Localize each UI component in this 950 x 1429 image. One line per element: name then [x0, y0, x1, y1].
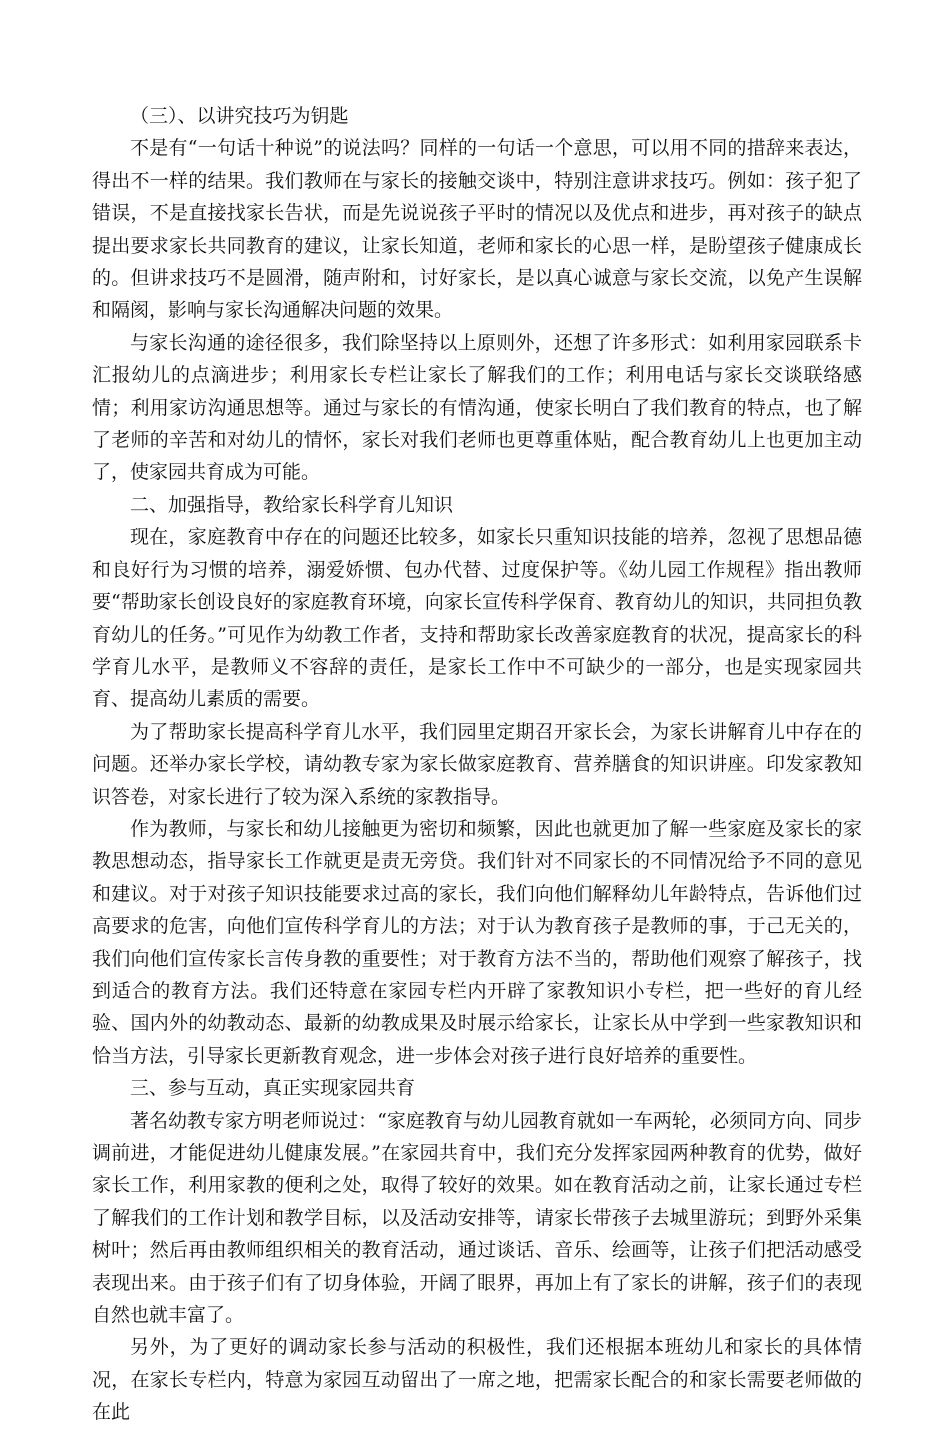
document-body — [92, 100, 862, 1429]
paragraph: 为了帮助家长提高科学育儿水平，我们园里定期召开家长会，为家长讲解育儿中存在的问题。还举办家长学校，请幼教专家为家长做家庭教育、营养膳食的知识讲座。印发家教知识答卷，对家长进行了较为深入系统的家教指导。 — [92, 720, 862, 808]
paragraph: 作为教师，与家长和幼儿接触更为密切和频繁，因此也就更加了解一些家庭及家长的家教思想动态，指导家长工作就更是责无旁贷。我们针对不同家长的不同情况给予不同的意见和建议。对于对孩子知识技能要求过高的家长，我们向他们解释幼儿年龄特点，告诉他们过高要求的危害，向他们宣传科学育儿的方法；对于认为教育孩子是教师的事，于己无关的，我们向他们宣传家长言传身教的重要性；对于教育方法不当的，帮助他们观察了解孩子，找到适合的教育方法。我们还特意在家园专栏内开辟了家教知识小专栏，把一些好的育儿经验、国内外的幼教动态、最新的幼教成果及时展示给家长，让家长从中学到一些家教知识和恰当方法，引导家长更新教育观念，进一步体会对孩子进行良好培养的重要性。 — [92, 817, 862, 1067]
paragraph: 另外，为了更好的调动家长参与活动的积极性，我们还根据本班幼儿和家长的具体情况，在家长专栏内，特意为家园互动留出了一席之地，把需家长配合的和家长需要老师做的在此 — [92, 1336, 862, 1424]
paragraph: 现在，家庭教育中存在的问题还比较多，如家长只重知识技能的培养，忽视了思想品德和良好行为习惯的培养，溺爱娇惯、包办代替、过度保护等。《幼儿园工作规程》指出教师要“帮助家长创设良好的家庭教育环境，向家长宣传科学保育、教育幼儿的知识，共同担负教育幼儿的任务。”可见作为幼教工作者，支持和帮助家长改善家庭教育的状况，提高家长的科学育儿水平，是教师义不容辞的责任，是家长工作中不可缺少的一部分，也是实现家园共育、提高幼儿素质的需要。 — [92, 526, 862, 711]
paragraph: 不是有“一句话十种说”的说法吗？同样的一句话一个意思，可以用不同的措辞来表达，得出不一样的结果。我们教师在与家长的接触交谈中，特别注意讲求技巧。例如：孩子犯了错误，不是直接找家长告状，而是先说说孩子平时的情况以及优点和进步，再对孩子的缺点提出要求家长共同教育的建议，让家长知道，老师和家长的心思一样，是盼望孩子健康成长的。但讲求技巧不是圆滑，随声附和，讨好家长，是以真心诚意与家长交流，以免产生误解和隔阂，影响与家长沟通解决问题的效果。 — [92, 137, 862, 322]
paragraph: 著名幼教专家方明老师说过：“家庭教育与幼儿园教育就如一车两轮，必须同方向、同步调前进，才能促进幼儿健康发展。”在家园共育中，我们充分发挥家园两种教育的优势，做好家长工作，利用家教的便利之处，取得了较好的效果。如在教育活动之前，让家长通过专栏了解我们的工作计划和教学目标，以及活动安排等，请家长带孩子去城里游玩；到野外采集树叶；然后再由教师组织相关的教育活动，通过谈话、音乐、绘画等，让孩子们把活动感受表现出来。由于孩子们有了切身体验，开阔了眼界，再加上有了家长的讲解，孩子们的表现自然也就丰富了。 — [92, 1109, 862, 1327]
paragraph: 与家长沟通的途径很多，我们除坚持以上原则外，还想了许多形式：如利用家园联系卡汇报幼儿的点滴进步；利用家长专栏让家长了解我们的工作；利用电话与家长交谈联络感情；利用家访沟通思想等。通过与家长的有情沟通，使家长明白了我们教育的特点，也了解了老师的辛苦和对幼儿的情怀，家长对我们老师也更尊重体贴，配合教育幼儿上也更加主动了，使家园共育成为可能。 — [92, 331, 862, 484]
section-heading: 二、加强指导，教给家长科学育儿知识 — [130, 493, 454, 516]
section-heading: （三）、以讲究技巧为钥匙 — [130, 105, 349, 127]
section-heading: 三、参与互动，真正实现家园共育 — [130, 1077, 416, 1100]
